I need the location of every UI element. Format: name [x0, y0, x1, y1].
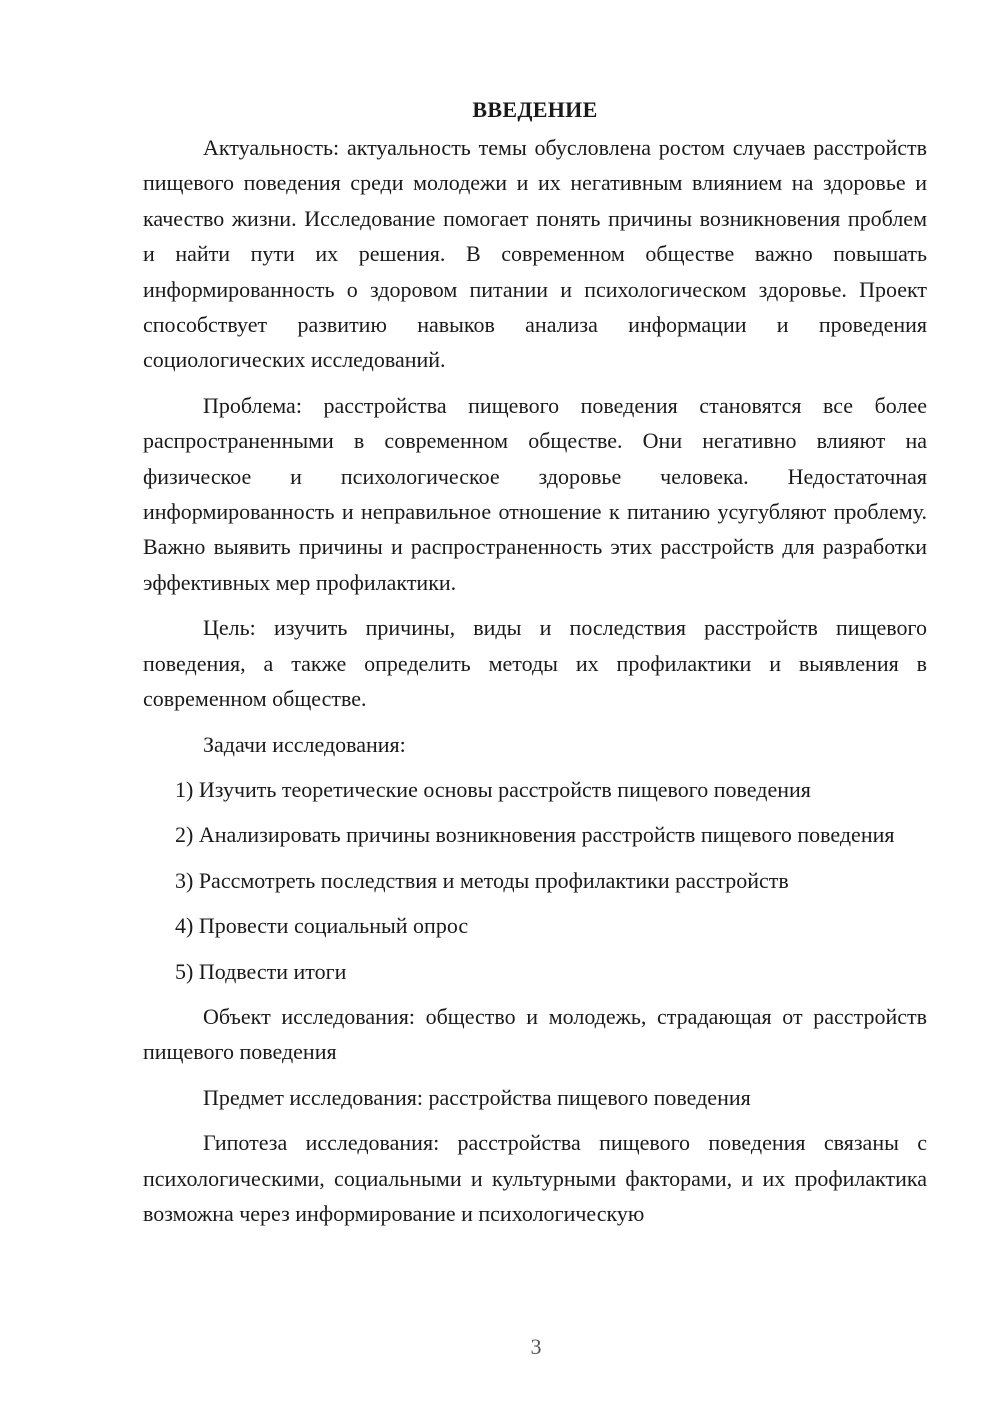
paragraph-subject: Предмет исследования: расстройства пищевого поведения [203, 1084, 751, 1110]
paragraph-problem: Проблема: расстройства пищевого поведения становятся все более распространенными в современном обществе. Они негативно влияют на физическое и психологическое здоровье человека. Недостаточная информированность и неправильное отношение к питанию усугубляют проблему. Важно выявить причины и распространенность этих расстройств для разработки эффективных мер профилактики. [143, 392, 927, 595]
task-item: 4) Провести социальный опрос [175, 913, 469, 939]
task-item: 2) Анализировать причины возникновения расстройств пищевого поведения [175, 822, 895, 848]
page-content [143, 92, 927, 1241]
paragraph-relevance: Актуальность: актуальность темы обусловлена ростом случаев расстройств пищевого поведения среди молодежи и их негативным влиянием на здоровье и качество жизни. Исследование помогает понять причины возникновения проблем и найти пути их решения. В современном обществе важно повышать информированность о здоровом питании и психологическом здоровье. Проект способствует развитию навыков анализа информации и проведения социологических исследований. [143, 135, 927, 373]
section-heading: ВВЕДЕНИЕ [472, 97, 598, 122]
task-item: 5) Подвести итоги [175, 958, 347, 984]
paragraph-goal: Цель: изучить причины, виды и последствия расстройств пищевого поведения, а также определить методы их профилактики и выявления в современном обществе. [143, 615, 927, 712]
task-item: 3) Рассмотреть последствия и методы профилактики расстройств [175, 867, 789, 893]
paragraph-hypothesis: Гипотеза исследования: расстройства пищевого поведения связаны с психологическими, социальными и культурными факторами, и их профилактика возможна через информирование и психологическую [143, 1130, 927, 1226]
paragraph-tasks-intro: Задачи исследования: [203, 731, 406, 757]
page-number: 3 [530, 1334, 542, 1359]
task-item: 1) Изучить теоретические основы расстройств пищевого поведения [175, 776, 811, 802]
paragraph-object: Объект исследования: общество и молодежь, страдающая от расстройств пищевого поведения [143, 1003, 927, 1065]
